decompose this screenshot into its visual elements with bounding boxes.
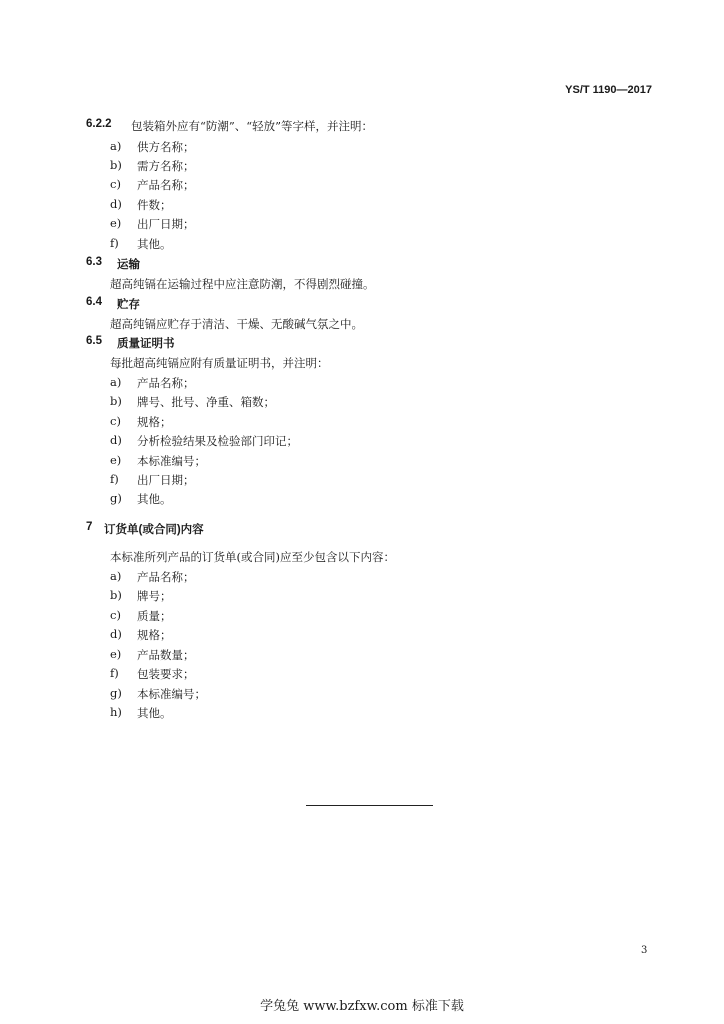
list-item: 规格； [137, 628, 172, 642]
list-item: 产品名称； [137, 376, 195, 390]
list-marker: g) [110, 491, 122, 505]
list-item: 产品数量； [137, 648, 195, 662]
list-item: 本标准编号； [137, 454, 206, 468]
list-item: 需方名称； [137, 159, 195, 173]
list-item: 包装要求； [137, 667, 195, 681]
list-item: 出厂日期； [137, 473, 195, 487]
list-item: 产品名称； [137, 178, 195, 192]
list-marker: b) [110, 394, 122, 408]
list-item: 产品名称； [137, 570, 195, 584]
clause-6-2-2-text: 包装箱外应有“防潮”、“轻放”等字样，并注明： [131, 119, 374, 133]
list-item: 其他。 [137, 492, 172, 506]
list-item: 分析检验结果及检验部门印记； [137, 434, 298, 448]
clause-6-3-text: 超高纯镉在运输过程中应注意防潮，不得剧烈碰撞。 [110, 277, 375, 291]
list-item: 件数； [137, 198, 172, 212]
clause-6-5-text: 每批超高纯镉应附有质量证明书，并注明： [110, 356, 329, 370]
list-marker: c) [110, 414, 121, 428]
clause-7-title: 订货单(或合同)内容 [104, 524, 204, 536]
clause-6-5-number: 6.5 [86, 335, 102, 347]
list-marker: d) [110, 627, 122, 641]
list-marker: d) [110, 197, 122, 211]
list-marker: c) [110, 177, 121, 191]
page-number: 3 [641, 945, 648, 956]
list-marker: g) [110, 686, 122, 700]
list-item: 牌号； [137, 589, 172, 603]
clause-7-number: 7 [86, 521, 93, 533]
end-of-document-rule [306, 805, 433, 806]
list-marker: e) [110, 216, 122, 230]
list-item: 其他。 [137, 237, 172, 251]
list-item: 牌号、批号、净重、箱数； [137, 395, 275, 409]
clause-6-4-title: 贮存 [117, 299, 140, 311]
list-marker: b) [110, 158, 122, 172]
footer-download-note: 学兔兔 www.bzfxw.com 标准下载 [260, 999, 464, 1014]
clause-6-5-title: 质量证明书 [117, 338, 175, 350]
list-marker: e) [110, 647, 122, 661]
list-item: 出厂日期； [137, 217, 195, 231]
list-marker: b) [110, 588, 122, 602]
list-marker: c) [110, 608, 121, 622]
list-item: 本标准编号； [137, 687, 206, 701]
list-item: 其他。 [137, 706, 172, 720]
list-marker: f) [110, 666, 119, 680]
list-marker: d) [110, 433, 122, 447]
list-item: 质量； [137, 609, 172, 623]
list-marker: h) [110, 705, 122, 719]
clause-6-3-number: 6.3 [86, 256, 102, 268]
clause-6-4-text: 超高纯镉应贮存于清洁、干燥、无酸碱气氛之中。 [110, 317, 363, 331]
clause-6-2-2-number: 6.2.2 [86, 118, 112, 130]
clause-6-4-number: 6.4 [86, 296, 102, 308]
standard-number: YS/T 1190—2017 [565, 84, 652, 96]
list-marker: a) [110, 375, 122, 389]
list-marker: a) [110, 569, 122, 583]
list-marker: e) [110, 453, 122, 467]
list-marker: f) [110, 236, 119, 250]
list-item: 供方名称； [137, 140, 195, 154]
clause-7-text: 本标准所列产品的订货单(或合同)应至少包含以下内容： [110, 550, 395, 564]
list-item: 规格； [137, 415, 172, 429]
list-marker: f) [110, 472, 119, 486]
clause-6-3-title: 运输 [117, 259, 140, 271]
list-marker: a) [110, 139, 122, 153]
